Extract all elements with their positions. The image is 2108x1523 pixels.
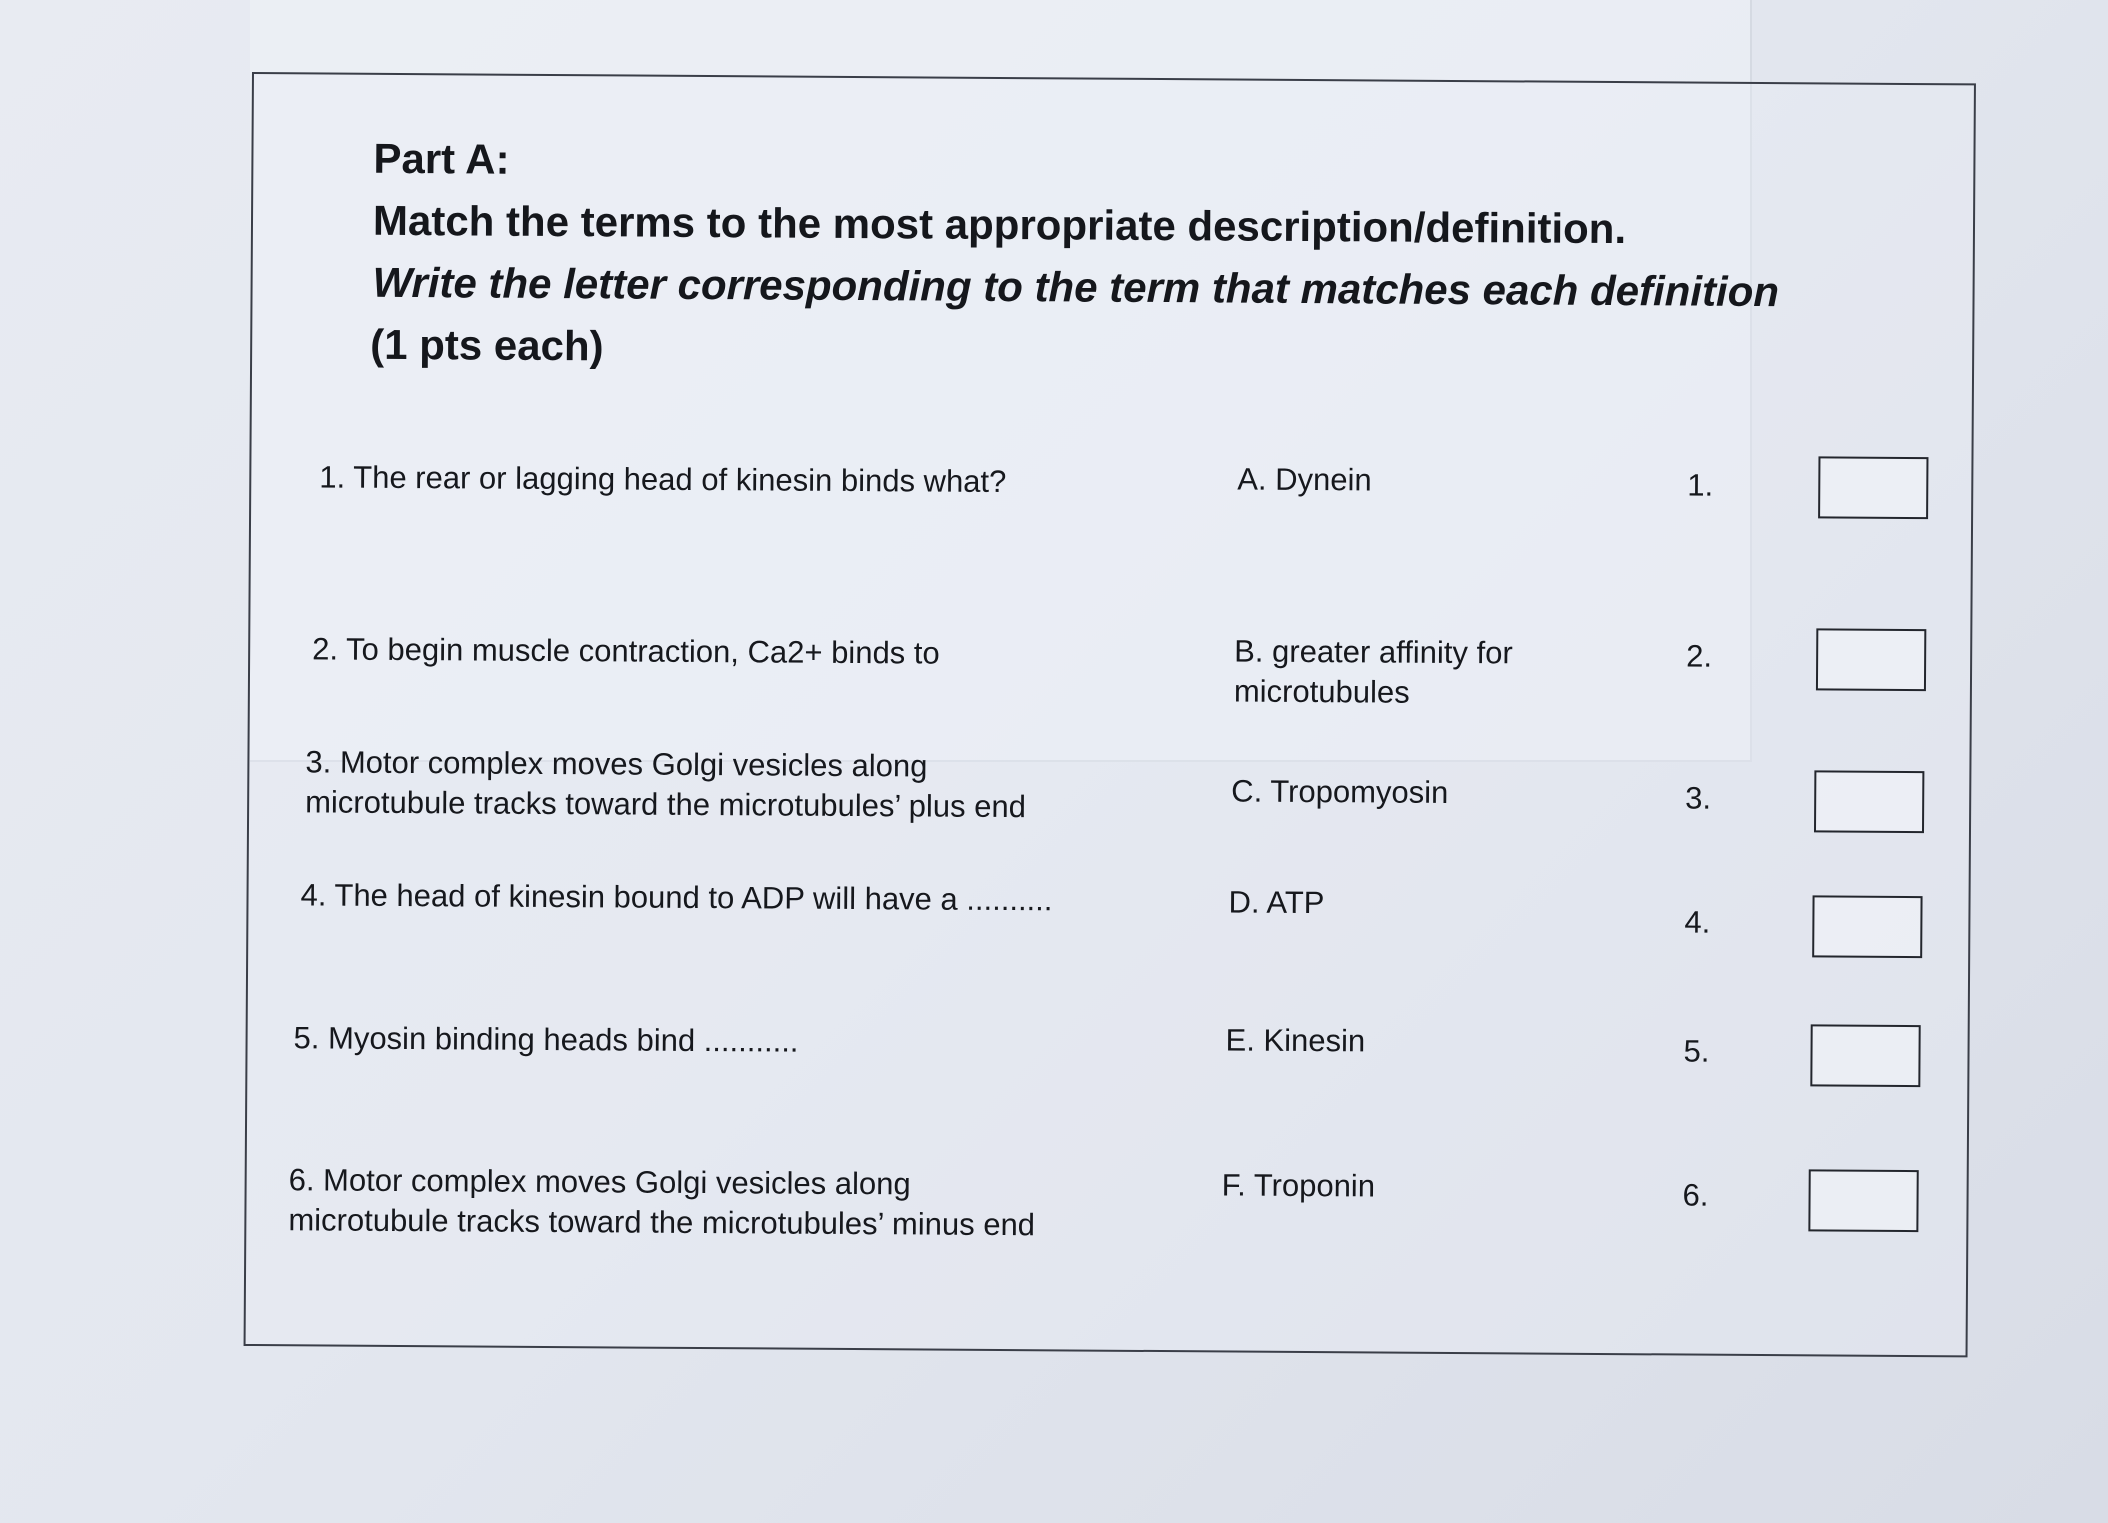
option-e: E. Kinesin — [1225, 1022, 1366, 1059]
question-1: 1. The rear or lagging head of kinesin binds what? — [319, 459, 1007, 500]
answer-box-3[interactable] — [1814, 770, 1924, 833]
part-title: Part A: — [373, 134, 510, 183]
answer-number-3: 3. — [1685, 780, 1712, 816]
answer-box-4[interactable] — [1812, 895, 1922, 958]
option-a: A. Dynein — [1237, 461, 1372, 498]
worksheet-header — [372, 135, 1780, 378]
option-f: F. Troponin — [1221, 1167, 1376, 1204]
question-3: 3. Motor complex moves Golgi vesicles along microtubule tracks toward the microtubules’ plus end — [305, 744, 1027, 825]
answer-box-6[interactable] — [1808, 1169, 1918, 1232]
instruction-italic-text: Write the letter corresponding to the term that matches each definition — [372, 258, 1780, 316]
answer-number-4: 4. — [1684, 904, 1711, 940]
option-d: D. ATP — [1228, 884, 1325, 921]
answer-number-5: 5. — [1683, 1033, 1710, 1069]
question-4: 4. The head of kinesin bound to ADP will have a .......... — [300, 877, 1053, 918]
answer-number-2: 2. — [1686, 638, 1713, 674]
answer-box-5[interactable] — [1810, 1024, 1920, 1087]
option-b: B. greater affinity for microtubules — [1233, 633, 1513, 710]
question-6: 6. Motor complex moves Golgi vesicles along microtubule tracks toward the microtubules’ minus end — [288, 1162, 1036, 1243]
option-c: C. Tropomyosin — [1231, 773, 1449, 810]
answer-number-6: 6. — [1682, 1177, 1709, 1213]
answer-box-1[interactable] — [1818, 456, 1928, 519]
answer-number-1: 1. — [1687, 467, 1714, 503]
instruction-text: Match the terms to the most appropriate description/definition. — [372, 196, 1627, 253]
answer-box-2[interactable] — [1816, 628, 1926, 691]
points-text: (1 pts each) — [370, 320, 604, 370]
worksheet-frame — [244, 72, 1976, 1357]
question-2: 2. To begin muscle contraction, Ca2+ binds to — [312, 631, 940, 671]
question-5: 5. Myosin binding heads bind ........... — [293, 1020, 799, 1059]
